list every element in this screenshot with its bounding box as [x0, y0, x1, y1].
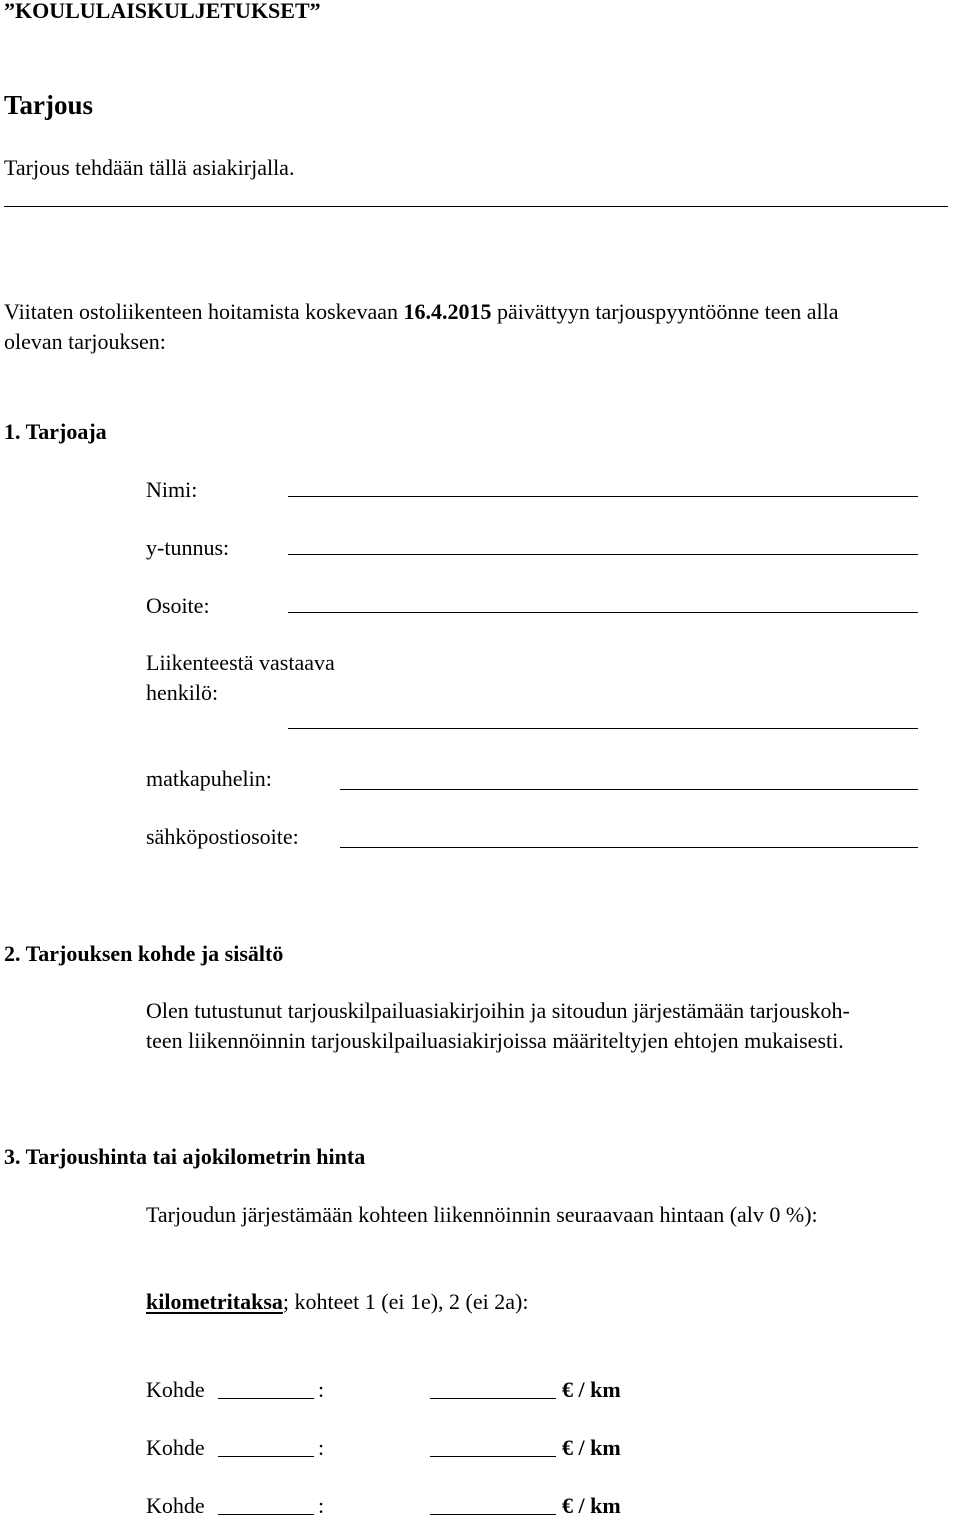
reference-line-2: olevan tarjouksen: [4, 329, 166, 354]
contact-person-label-line-1: Liikenteestä vastaava [146, 650, 335, 675]
name-label: Nimi: [146, 477, 198, 502]
km-rate-line [146, 1291, 528, 1313]
row-3-kohde-label: Kohde [146, 1493, 205, 1518]
section-3-title: 3. Tarjoushinta tai ajokilometrin hinta [4, 1144, 366, 1169]
address-field[interactable] [288, 612, 918, 613]
row-2-colon: : [318, 1435, 325, 1460]
mobile-field[interactable] [340, 789, 918, 790]
section-2-text-line-1: Olen tutustunut tarjouskilpailuasiakirjoihin ja sitoudun järjestämään tarjouskoh- [146, 998, 850, 1023]
section-2-title: 2. Tarjouksen kohde ja sisältö [4, 941, 284, 966]
row-2-kohde-label: Kohde [146, 1435, 205, 1460]
separator-line [4, 206, 948, 207]
contact-person-field[interactable] [288, 728, 918, 729]
reference-post: päivättyyn tarjouspyyntöönne teen alla [491, 299, 839, 324]
intro-text: Tarjous tehdään tällä asiakirjalla. [4, 155, 295, 180]
business-id-field[interactable] [288, 554, 918, 555]
row-1-price-field[interactable] [430, 1398, 556, 1399]
mobile-label: matkapuhelin: [146, 766, 272, 791]
row-2-kohde-field[interactable] [218, 1456, 314, 1457]
section-3-intro: Tarjoudun järjestämään kohteen liikennöinnin seuraavaan hintaan (alv 0 %): [146, 1202, 818, 1227]
page-heading: Tarjous [4, 90, 94, 120]
row-1-kohde-label: Kohde [146, 1377, 205, 1402]
address-label: Osoite: [146, 593, 210, 618]
row-3-price-field[interactable] [430, 1514, 556, 1515]
km-rate-label: kilometritaksa [146, 1289, 283, 1314]
contact-person-label-line-2: henkilö: [146, 680, 219, 705]
name-field[interactable] [288, 496, 918, 497]
reference-date: 16.4.2015 [403, 299, 492, 324]
row-3-unit: € / km [562, 1493, 621, 1518]
row-2-price-field[interactable] [430, 1456, 556, 1457]
km-rate-description: ; kohteet 1 (ei 1e), 2 (ei 2a): [282, 1289, 529, 1314]
row-1-kohde-field[interactable] [218, 1398, 314, 1399]
reference-line-1 [4, 301, 839, 323]
document-title: ”KOULULAISKULJETUKSET” [4, 0, 321, 23]
business-id-label: y-tunnus: [146, 535, 230, 560]
row-1-colon: : [318, 1377, 325, 1402]
row-3-kohde-field[interactable] [218, 1514, 314, 1515]
section-2-text-line-2: teen liikennöinnin tarjouskilpailuasiakirjoissa määriteltyjen ehtojen mukaisesti. [146, 1028, 844, 1053]
row-2-unit: € / km [562, 1435, 621, 1460]
email-label: sähköpostiosoite: [146, 824, 299, 849]
reference-pre: Viitaten ostoliikenteen hoitamista koskevaan [4, 299, 404, 324]
row-3-colon: : [318, 1493, 325, 1518]
section-1-title: 1. Tarjoaja [4, 419, 107, 444]
row-1-unit: € / km [562, 1377, 621, 1402]
email-field[interactable] [340, 847, 918, 848]
